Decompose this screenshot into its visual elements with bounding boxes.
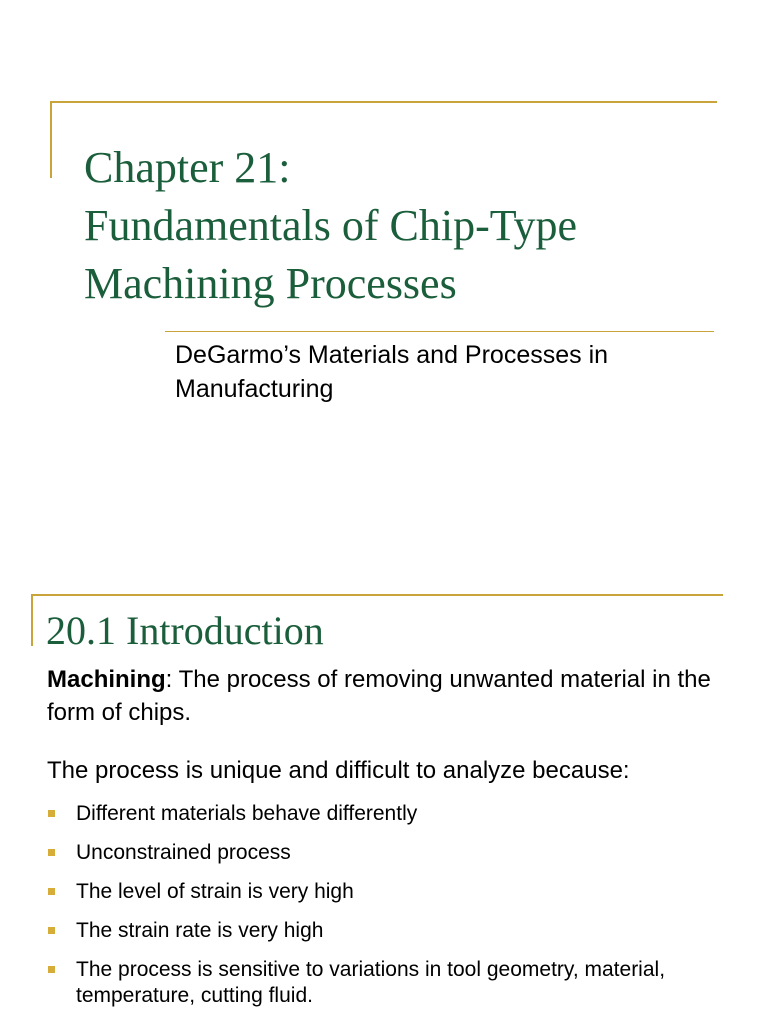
bullet-text: Different materials behave differently — [76, 802, 418, 825]
square-bullet-icon — [48, 810, 55, 817]
bullet-text: Unconstrained process — [76, 841, 291, 864]
list-item — [47, 918, 747, 944]
title-line-1: Chapter 21: — [84, 143, 291, 192]
bullet-text: The level of strain is very high — [76, 880, 354, 903]
square-bullet-icon — [48, 888, 55, 895]
list-item — [47, 801, 747, 827]
list-item — [47, 840, 747, 866]
list-item — [47, 879, 747, 905]
section-heading: 20.1 Introduction — [46, 608, 324, 653]
introduction-slide — [0, 512, 768, 1024]
frame-left-rule — [31, 594, 33, 646]
bullet-text: The strain rate is very high — [76, 919, 324, 942]
slide-subtitle — [175, 338, 735, 406]
frame-top-rule — [31, 594, 723, 596]
definition-term: Machining — [47, 666, 166, 693]
subtitle-divider — [165, 331, 714, 332]
square-bullet-icon — [48, 927, 55, 934]
title-line-3: Machining Processes — [84, 259, 457, 308]
bullet-text: The process is sensitive to variations in tool geometry, material, temperature, cutting fluid. — [76, 958, 666, 1007]
square-bullet-icon — [48, 966, 55, 973]
frame-top-rule — [50, 101, 717, 103]
lead-statement: The process is unique and difficult to analyze because: — [47, 757, 630, 784]
slide-title — [84, 139, 724, 313]
bullet-list — [47, 801, 747, 1022]
list-item — [47, 957, 747, 1009]
square-bullet-icon — [48, 849, 55, 856]
subtitle-line-1: DeGarmo’s Materials and Processes in — [175, 341, 609, 369]
subtitle-line-2: Manufacturing — [175, 375, 334, 403]
frame-left-rule — [50, 101, 52, 178]
title-line-2: Fundamentals of Chip-Type — [84, 201, 578, 250]
definition-text: : The process of removing unwanted material in the form of chips. — [47, 666, 711, 726]
machining-definition — [47, 663, 747, 729]
